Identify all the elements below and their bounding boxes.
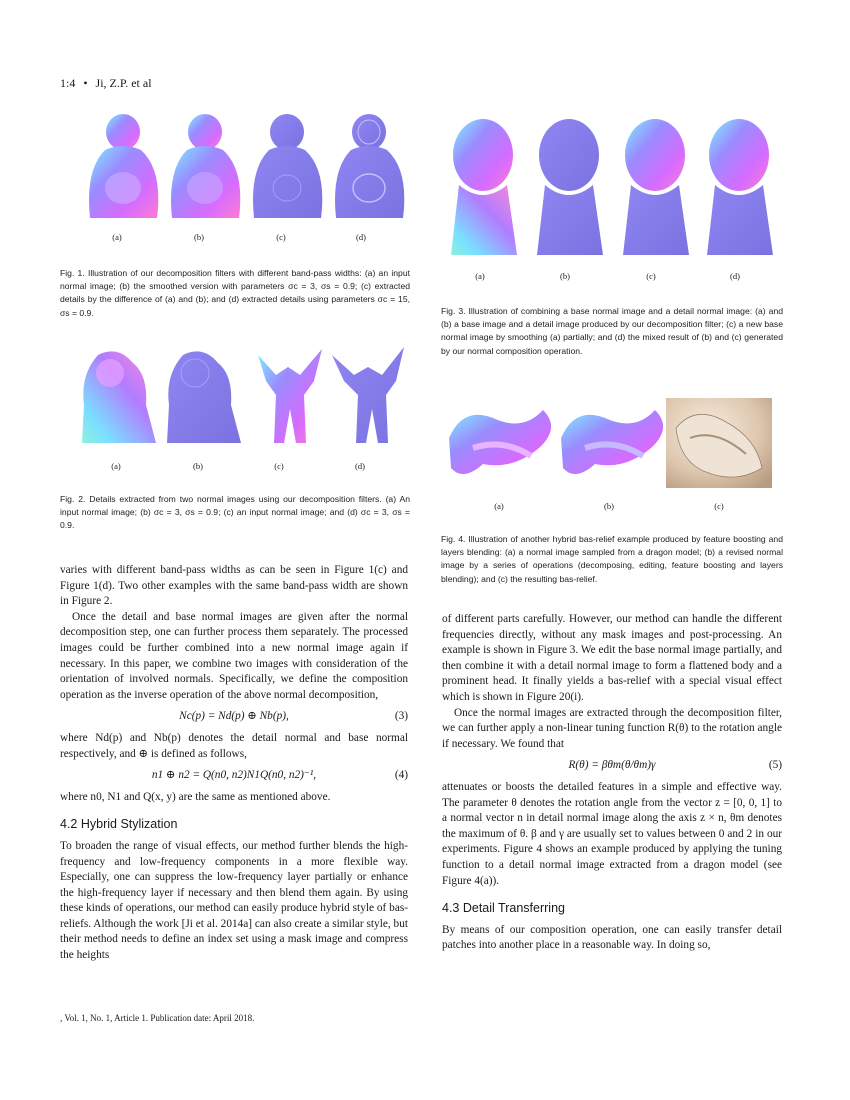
equation-5-number: (5) bbox=[768, 759, 782, 772]
left-paragraph-2: Once the detail and base normal images are given after the normal decomposition step, one can further process them separately. The processed images could be further combined into a new normal image again if necessary. In this paper, we combine two images with consideration of the orientation of involved normals. Specifically, we define the composition operation as the inverse operation of the above normal decomposition, bbox=[60, 610, 408, 701]
fig1-buddha-b bbox=[171, 114, 240, 218]
equation-4-body: n1 ⊕ n2 = Q(n0, n2)N1Q(n0, n2)⁻¹, bbox=[151, 769, 317, 782]
equation-5 bbox=[442, 758, 782, 774]
fig3-label-b: (b) bbox=[560, 271, 570, 281]
fig2-label-d: (d) bbox=[355, 461, 365, 471]
figure-2-images bbox=[78, 345, 413, 445]
right-paragraph-2: Once the normal images are extracted through the decomposition filter, we can further apply a non-linear tuning function R(θ) to the rotation angle if necessary. We found that bbox=[442, 706, 782, 750]
fig1-label-b: (b) bbox=[194, 232, 204, 242]
equation-4-number: (4) bbox=[394, 769, 408, 782]
left-column bbox=[60, 563, 408, 964]
fig2-label-c: (c) bbox=[274, 461, 284, 471]
right-paragraph-4: By means of our composition operation, one can easily transfer detail patches into another place in a reasonable way. In doing so, bbox=[442, 923, 782, 952]
footer-publication-info: , Vol. 1, No. 1, Article 1. Publication date: April 2018. bbox=[60, 1013, 255, 1023]
figure-3-images bbox=[445, 115, 775, 260]
page-number: 1:4 bbox=[60, 76, 76, 90]
left-paragraph-3: where Nd(p) and Nb(p) denotes the detail normal and base normal respectively, and ⊕ is defined as follows, bbox=[60, 731, 408, 760]
fig2-robot-d bbox=[332, 347, 404, 443]
fig2-label-a: (a) bbox=[111, 461, 121, 471]
left-paragraph-4: where n0, N1 and Q(x, y) are the same as mentioned above. bbox=[60, 790, 331, 803]
equation-4 bbox=[60, 768, 408, 784]
fig3-bust-b bbox=[537, 119, 603, 255]
fig1-label-a: (a) bbox=[112, 232, 122, 242]
fig3-caption: Fig. 3. Illustration of combining a base normal image and a detail normal image: (a) and (b) a base image and a detail image produced by our decomposition filter; (c) a new base normal image by smoothing (a) partially; and (d) the mixed result of (b) and (c) generated by our normal composition operation. bbox=[441, 306, 783, 356]
fig3-label-d: (d) bbox=[730, 271, 740, 281]
fig1-label-d: (d) bbox=[356, 232, 366, 242]
right-paragraph-1: of different parts carefully. However, our method can handle the different frequencies directly, without any mask images and post-processing. An example is shown in Figure 3. We edit the base normal image partially, and then combine it with a detail normal image to form a flattened body and a prominent head. It finally yields a bas-relief with a special visual effect which is shown in Figure 20(i). bbox=[442, 613, 782, 703]
section-4-3-heading: 4.3 Detail Transferring bbox=[442, 901, 565, 916]
fig2-lion-a bbox=[82, 351, 156, 443]
fig3-bust-a bbox=[451, 119, 517, 255]
figure-1-images bbox=[85, 110, 410, 228]
running-header: 1:4 • Ji, Z.P. et al bbox=[60, 76, 152, 90]
fig1-caption: Fig. 1. Illustration of our decomposition filters with different band-pass widths: (a) an input normal image; (b) the smoothed version with parameters σc = 3, σs = 0.9; (c) extracted details by the difference of (a) and (b); and (d) extracted details using parameters σc = 15, σs = 0.9. bbox=[60, 268, 410, 318]
fig4-label-b: (b) bbox=[604, 501, 614, 511]
fig2-caption: Fig. 2. Details extracted from two normal images using our decomposition filters. (a) An input normal image; (b) σc = 3, σs = 0.9; (c) an input normal image; and (d) σc = 3, σs = 0.9. bbox=[60, 494, 410, 531]
left-paragraph-5: To broaden the range of visual effects, our method further blends the high-frequency and low-frequency components in a more flexible way. Especially, one can suppress the low-frequency layer partially or enhance the high-frequency layer if necessary and then blend them again. By using these kinds of operations, our method can easily produce hybrid style of bas-reliefs. Although the work [Ji et al. 2014a] can also create a similar style, but their method needs to define an index set using a mask image and compress the heights bbox=[60, 839, 408, 962]
fig1-buddha-d bbox=[335, 114, 404, 218]
fig4-label-a: (a) bbox=[494, 501, 504, 511]
equation-3 bbox=[60, 709, 408, 725]
fig1-buddha-a bbox=[89, 114, 158, 218]
fig4-dragon-b bbox=[561, 410, 663, 474]
fig4-label-c: (c) bbox=[714, 501, 724, 511]
right-column bbox=[442, 612, 782, 954]
equation-5-body: R(θ) = βθm(θ/θm)γ bbox=[568, 759, 656, 772]
fig1-buddha-c bbox=[253, 114, 322, 218]
equation-3-number: (3) bbox=[394, 710, 408, 723]
fig3-bust-c bbox=[623, 119, 689, 255]
section-4-2-heading: 4.2 Hybrid Stylization bbox=[60, 817, 178, 832]
left-paragraph-1: varies with different band-pass widths as can be seen in Figure 1(c) and Figure 1(d). Two other examples with the same band-pass width are shown in Figure 2. bbox=[60, 564, 408, 608]
figure-4-images bbox=[443, 398, 778, 490]
fig1-label-c: (c) bbox=[276, 232, 286, 242]
fig2-robot-c bbox=[258, 349, 322, 443]
fig3-label-a: (a) bbox=[475, 271, 485, 281]
right-paragraph-3: attenuates or boosts the detailed features in a simple and effective way. The parameter θ denotes the rotation angle from the vector z = [0, 0, 1] to a normal vector n in detail normal image along the axis z × n, θm denotes the maximum of θ. β and γ are usually set to values between 0 and 2 in our experiments. Figure 4 shows an example produced by applying the tuning function to a detail normal image extracted from a dragon model (see Figure 4(a)). bbox=[442, 780, 782, 887]
header-authors: Ji, Z.P. et al bbox=[95, 76, 152, 90]
equation-3-body: Nc(p) = Nd(p) ⊕ Nb(p), bbox=[179, 710, 289, 723]
fig4-caption: Fig. 4. Illustration of another hybrid bas-relief example produced by feature boosting and layers blending: (a) a normal image sampled from a dragon model; (b) a revised normal image by a series of operations (decomposing, editing, feature boosting and layers blending); and (c) the resulting bas-relief. bbox=[441, 534, 783, 584]
fig2-lion-b bbox=[167, 351, 241, 443]
fig2-label-b: (b) bbox=[193, 461, 203, 471]
fig4-relief-c bbox=[666, 398, 772, 488]
fig3-label-c: (c) bbox=[646, 271, 656, 281]
fig3-bust-d bbox=[707, 119, 773, 255]
fig4-dragon-a bbox=[449, 410, 551, 474]
